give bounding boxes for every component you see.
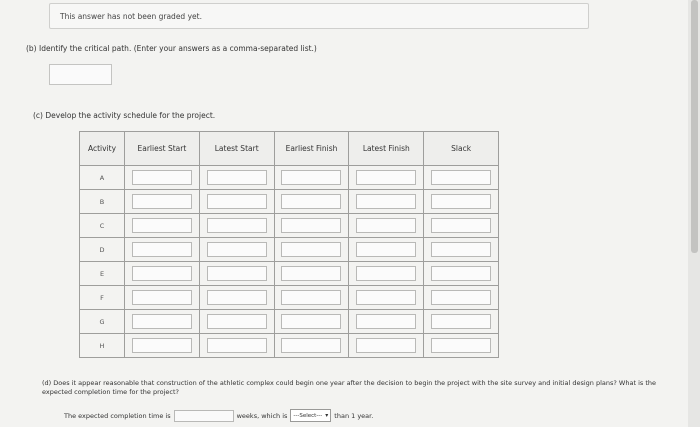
slack-cell (424, 190, 499, 214)
earliest-finish-input[interactable] (281, 338, 341, 353)
earliest-finish-cell (274, 166, 349, 190)
earliest-finish-cell (274, 286, 349, 310)
table-row (80, 214, 499, 238)
critical-path-input[interactable] (49, 64, 112, 85)
activity-label: F (80, 286, 125, 310)
comparison-select[interactable] (290, 409, 331, 422)
slack-cell (424, 286, 499, 310)
chevron-down-icon: ▾ (325, 412, 329, 419)
latest-finish-input[interactable] (356, 242, 416, 257)
question-d: (d) Does it appear reasonable that construction of the athletic complex could begin one year after the decision to begin the project with the site survey and initial design plans? What is the expected completion time for the project? (42, 379, 657, 396)
latest-finish-input[interactable] (356, 218, 416, 233)
earliest-start-input[interactable] (132, 266, 192, 281)
header-slack: Slack (424, 132, 499, 166)
latest-finish-cell (349, 166, 424, 190)
header-activity: Activity (80, 132, 125, 166)
earliest-start-cell (125, 262, 200, 286)
table-row (80, 334, 499, 358)
activity-label: D (80, 238, 125, 262)
earliest-start-cell (125, 286, 200, 310)
earliest-finish-cell (274, 214, 349, 238)
earliest-start-cell (125, 310, 200, 334)
latest-finish-cell (349, 262, 424, 286)
earliest-finish-input[interactable] (281, 194, 341, 209)
earliest-start-cell (125, 238, 200, 262)
table-row (80, 310, 499, 334)
latest-finish-cell (349, 238, 424, 262)
table-header-row (80, 132, 499, 166)
scrollbar-thumb[interactable] (691, 0, 698, 253)
table-row (80, 286, 499, 310)
expected-completion-row (64, 409, 373, 422)
earliest-finish-cell (274, 334, 349, 358)
earliest-start-input[interactable] (132, 170, 192, 185)
latest-start-input[interactable] (207, 194, 267, 209)
latest-start-input[interactable] (207, 242, 267, 257)
latest-start-cell (199, 310, 274, 334)
question-c: (c) Develop the activity schedule for the project. (33, 111, 216, 120)
latest-start-cell (199, 286, 274, 310)
latest-start-input[interactable] (207, 266, 267, 281)
completion-time-input[interactable] (174, 410, 234, 422)
earliest-finish-input[interactable] (281, 218, 341, 233)
latest-start-input[interactable] (207, 290, 267, 305)
slack-cell (424, 214, 499, 238)
question-b: (b) Identify the critical path. (Enter your answers as a comma-separated list.) (26, 44, 317, 53)
earliest-start-input[interactable] (132, 218, 192, 233)
latest-finish-cell (349, 310, 424, 334)
earliest-finish-cell (274, 310, 349, 334)
activity-label: C (80, 214, 125, 238)
latest-start-input[interactable] (207, 170, 267, 185)
latest-finish-input[interactable] (356, 194, 416, 209)
select-value: ---Select--- (293, 412, 323, 419)
latest-start-cell (199, 214, 274, 238)
latest-start-input[interactable] (207, 314, 267, 329)
earliest-finish-input[interactable] (281, 266, 341, 281)
earliest-start-input[interactable] (132, 290, 192, 305)
slack-cell (424, 310, 499, 334)
activity-label: A (80, 166, 125, 190)
table-row (80, 262, 499, 286)
slack-input[interactable] (431, 266, 491, 281)
slack-input[interactable] (431, 314, 491, 329)
earliest-start-input[interactable] (132, 242, 192, 257)
latest-start-input[interactable] (207, 338, 267, 353)
latest-start-input[interactable] (207, 218, 267, 233)
header-earliest-finish: Earliest Finish (274, 132, 349, 166)
graded-notice: This answer has not been graded yet. (49, 3, 589, 29)
slack-input[interactable] (431, 218, 491, 233)
latest-start-cell (199, 238, 274, 262)
earliest-start-cell (125, 190, 200, 214)
earliest-start-input[interactable] (132, 194, 192, 209)
earliest-finish-input[interactable] (281, 314, 341, 329)
latest-finish-input[interactable] (356, 338, 416, 353)
slack-input[interactable] (431, 194, 491, 209)
earliest-finish-input[interactable] (281, 290, 341, 305)
table-row (80, 238, 499, 262)
latest-finish-input[interactable] (356, 266, 416, 281)
table-row (80, 166, 499, 190)
latest-finish-cell (349, 190, 424, 214)
slack-input[interactable] (431, 242, 491, 257)
latest-finish-input[interactable] (356, 290, 416, 305)
activity-label: H (80, 334, 125, 358)
earliest-start-cell (125, 214, 200, 238)
latest-start-cell (199, 262, 274, 286)
latest-start-cell (199, 166, 274, 190)
latest-start-cell (199, 190, 274, 214)
earliest-finish-input[interactable] (281, 242, 341, 257)
latest-finish-cell (349, 334, 424, 358)
slack-cell (424, 166, 499, 190)
latest-finish-cell (349, 286, 424, 310)
earliest-finish-cell (274, 238, 349, 262)
weeks-label: weeks, which is (236, 411, 288, 420)
header-latest-finish: Latest Finish (349, 132, 424, 166)
earliest-finish-input[interactable] (281, 170, 341, 185)
latest-finish-cell (349, 214, 424, 238)
slack-input[interactable] (431, 338, 491, 353)
slack-cell (424, 262, 499, 286)
latest-finish-input[interactable] (356, 314, 416, 329)
header-latest-start: Latest Start (199, 132, 274, 166)
earliest-finish-cell (274, 190, 349, 214)
earliest-start-input[interactable] (132, 314, 192, 329)
latest-finish-input[interactable] (356, 170, 416, 185)
earliest-start-cell (125, 334, 200, 358)
earliest-start-input[interactable] (132, 338, 192, 353)
activity-schedule-table (79, 131, 499, 358)
activity-label: B (80, 190, 125, 214)
header-earliest-start: Earliest Start (125, 132, 200, 166)
scrollbar[interactable] (688, 0, 700, 427)
slack-input[interactable] (431, 170, 491, 185)
latest-start-cell (199, 334, 274, 358)
activity-label: E (80, 262, 125, 286)
suffix-label: than 1 year. (334, 411, 374, 420)
earliest-finish-cell (274, 262, 349, 286)
slack-input[interactable] (431, 290, 491, 305)
slack-cell (424, 238, 499, 262)
slack-cell (424, 334, 499, 358)
table-row (80, 190, 499, 214)
earliest-start-cell (125, 166, 200, 190)
expected-prefix: The expected completion time is (64, 411, 171, 420)
activity-label: G (80, 310, 125, 334)
